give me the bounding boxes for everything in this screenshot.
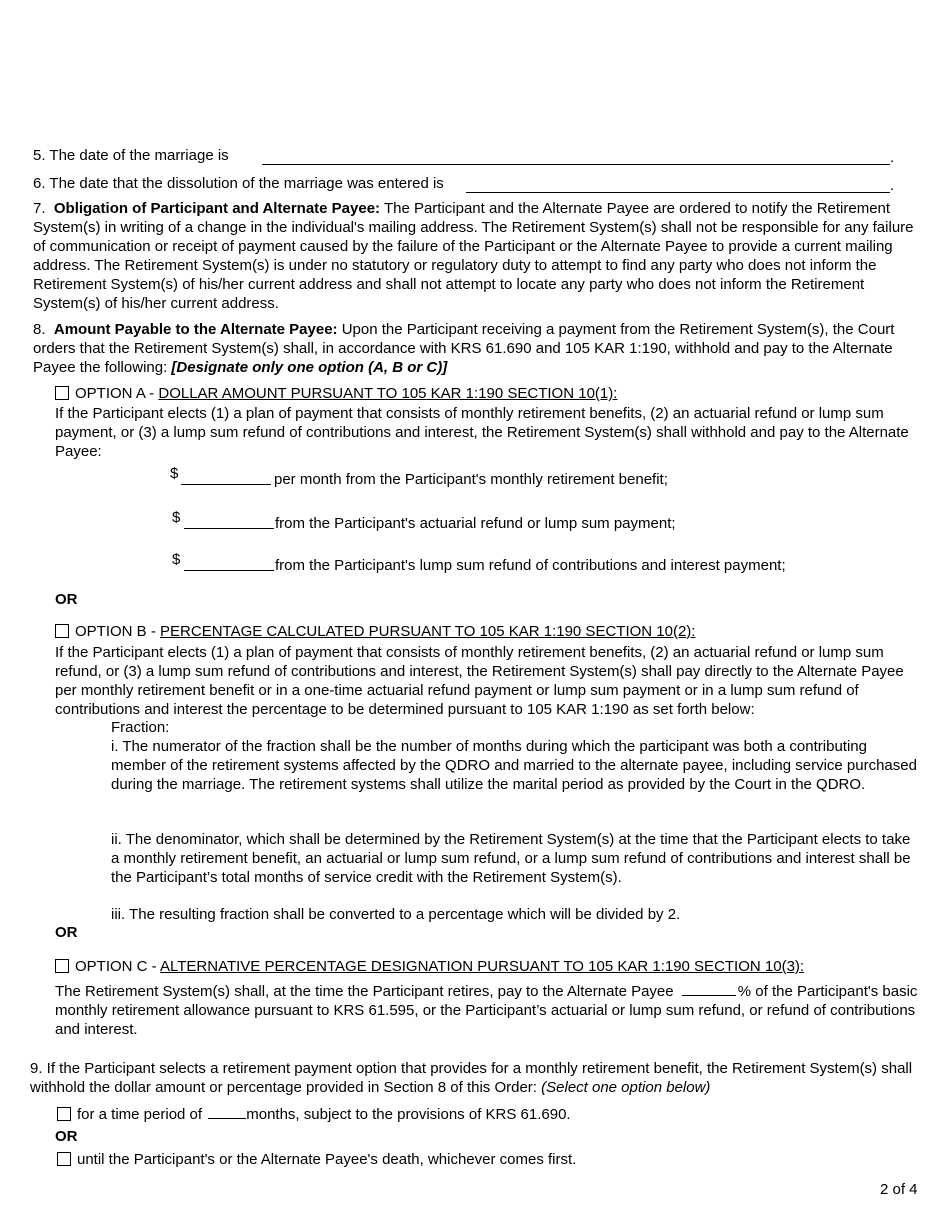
item-9-body: 9. If the Participant selects a retirement payment option that provides for a monthly retirement benefit, the Retirement System(s) shall withhold the dollar amount or percentage provided in Section 8 of this Order: [30, 1060, 913, 1096]
fraction-numerator: i. The numerator of the fraction shall be the number of months during which the participant was both a contributing member of the retirement systems affected by the QDRO and married to the alternate payee, including service purchased during the marriage. The retirement systems shall utilize the marital period as provided by the Court in the QDRO. [111, 738, 917, 793]
item-7 [33, 199, 918, 313]
option-c-checkbox[interactable] [55, 959, 69, 973]
item-5-period: . [890, 149, 895, 166]
item-8 [33, 320, 918, 377]
option-c-title: ALTERNATIVE PERCENTAGE DESIGNATION PURSUANT TO 105 KAR 1:190 SECTION 10(3): [160, 958, 805, 975]
option-b-prefix: OPTION B - [75, 623, 161, 640]
death-checkbox[interactable] [57, 1152, 71, 1166]
or-separator: OR [55, 1128, 78, 1145]
item-6-period: . [890, 177, 895, 194]
page-number: 2 of 4 [880, 1181, 918, 1198]
option-b-header [55, 622, 920, 641]
item-8-designate: [Designate only one option (A, B or C)] [171, 359, 448, 376]
fraction-result: iii. The resulting fraction shall be converted to a percentage which will be divided by 2. [111, 906, 681, 923]
option-a-body: If the Participant elects (1) a plan of payment that consists of monthly retirement benefits, (2) an actuarial refund or lump sum payment, or (3) a lump sum refund of contributions and interest, the Retirement System(s) shall withhold and pay to the Alternate Payee: [55, 405, 909, 460]
death-option-label: until the Participant's or the Alternate Payee's death, whichever comes first. [77, 1151, 577, 1168]
item-7-body: The Participant and the Alternate Payee are ordered to notify the Retirement System(s) in writing of a change in the individual's mailing address. The Retirement System(s) shall not be responsible for any failure of communication or receipt of payment caused by the failure of the Participant or the Alternate Payee to provide a current mailing address. The Retirement System(s) is under no statutory or regulatory duty to attempt to find any party who does not inform the Retirement System(s) of his/her current address and shall not attempt to locate any party who does not inform the Retirement System(s) of his/her current address. [33, 200, 914, 312]
item-8-body: Upon the Participant receiving a payment from the Retirement System(s), the Court orders that the Retirement System(s) shall, in accordance with KRS 61.690 and 105 KAR 1:190, withhold and pay to the Alternate Payee the following: [33, 321, 895, 376]
fraction-denominator: ii. The denominator, which shall be determined by the Retirement System(s) at the time that the Participant elects to take a monthly retirement benefit, an actuarial or lump sum refund, or a lump sum refund of contributions and interest shall be the Participant’s total months of service credit with the Retirement System(s). [111, 831, 911, 886]
option-a-prefix: OPTION A - [75, 385, 159, 402]
dollar-sign: $ [172, 551, 181, 568]
or-separator: OR [55, 591, 78, 608]
item-6-text: 6. The date that the dissolution of the marriage was entered is [33, 175, 444, 192]
death-option [57, 1150, 576, 1169]
time-period-label: for a time period of [77, 1106, 203, 1123]
percentage-field[interactable] [682, 981, 736, 996]
item-8-number: 8. [33, 321, 46, 338]
time-period-suffix: months, subject to the provisions of KRS 61.690. [246, 1106, 571, 1123]
fraction-label: Fraction: [111, 719, 170, 736]
time-period-checkbox[interactable] [57, 1107, 71, 1121]
option-c-body-start: The Retirement System(s) shall, at the time the Participant retires, pay to the Alternate Payee [55, 983, 674, 1000]
dissolution-date-field[interactable] [466, 174, 890, 193]
dollar-sign: $ [172, 509, 181, 526]
option-a-line-1-text: per month from the Participant's monthly retirement benefit; [274, 471, 668, 488]
option-a-header [55, 384, 920, 403]
or-separator: OR [55, 924, 78, 941]
option-b-checkbox[interactable] [55, 624, 69, 638]
dollar-sign: $ [170, 465, 179, 482]
item-9 [30, 1059, 920, 1097]
option-a-checkbox[interactable] [55, 386, 69, 400]
time-period-option [57, 1104, 571, 1124]
refund-amount-field[interactable] [184, 510, 274, 529]
item-8-heading: Amount Payable to the Alternate Payee: [53, 321, 338, 338]
months-field[interactable] [208, 1104, 246, 1119]
option-b-title: PERCENTAGE CALCULATED PURSUANT TO 105 KAR 1:190 SECTION 10(2): [160, 623, 696, 640]
item-9-select: (Select one option below) [541, 1079, 711, 1096]
option-c-body-end: % of the Participant's basic monthly retirement allowance pursuant to KRS 61.595, or the Participant’s actuarial or lump sum refund, or refund of contributions and interest. [55, 983, 918, 1038]
option-c-body [55, 981, 920, 1039]
option-a-title: DOLLAR AMOUNT PURSUANT TO 105 KAR 1:190 SECTION 10(1): [158, 385, 618, 402]
option-a-line-2-text: from the Participant's actuarial refund or lump sum payment; [275, 515, 676, 532]
option-a-line-3-text: from the Participant's lump sum refund of contributions and interest payment; [275, 557, 786, 574]
item-7-heading: Obligation of Participant and Alternate Payee: [53, 200, 381, 217]
item-5-text: 5. The date of the marriage is [33, 147, 229, 164]
option-c-header [55, 957, 920, 976]
option-b-body: If the Participant elects (1) a plan of payment that consists of monthly retirement benefits, (2) an actuarial refund or lump sum refund, or (3) a lump sum refund of contributions and interest, the Retirement System(s) shall pay directly to the Alternate Payee per monthly retirement benefit or in a one-time actuarial refund payment or lump sum payment or in a lump sum refund of contributions and interest the percentage to be determined pursuant to 105 KAR 1:190 as set forth below: [55, 644, 904, 718]
option-c-prefix: OPTION C - [75, 958, 161, 975]
contributions-amount-field[interactable] [184, 552, 274, 571]
item-5 [33, 146, 923, 165]
item-6 [33, 174, 923, 193]
monthly-amount-field[interactable] [181, 466, 271, 485]
marriage-date-field[interactable] [262, 146, 890, 165]
item-7-number: 7. [33, 200, 46, 217]
